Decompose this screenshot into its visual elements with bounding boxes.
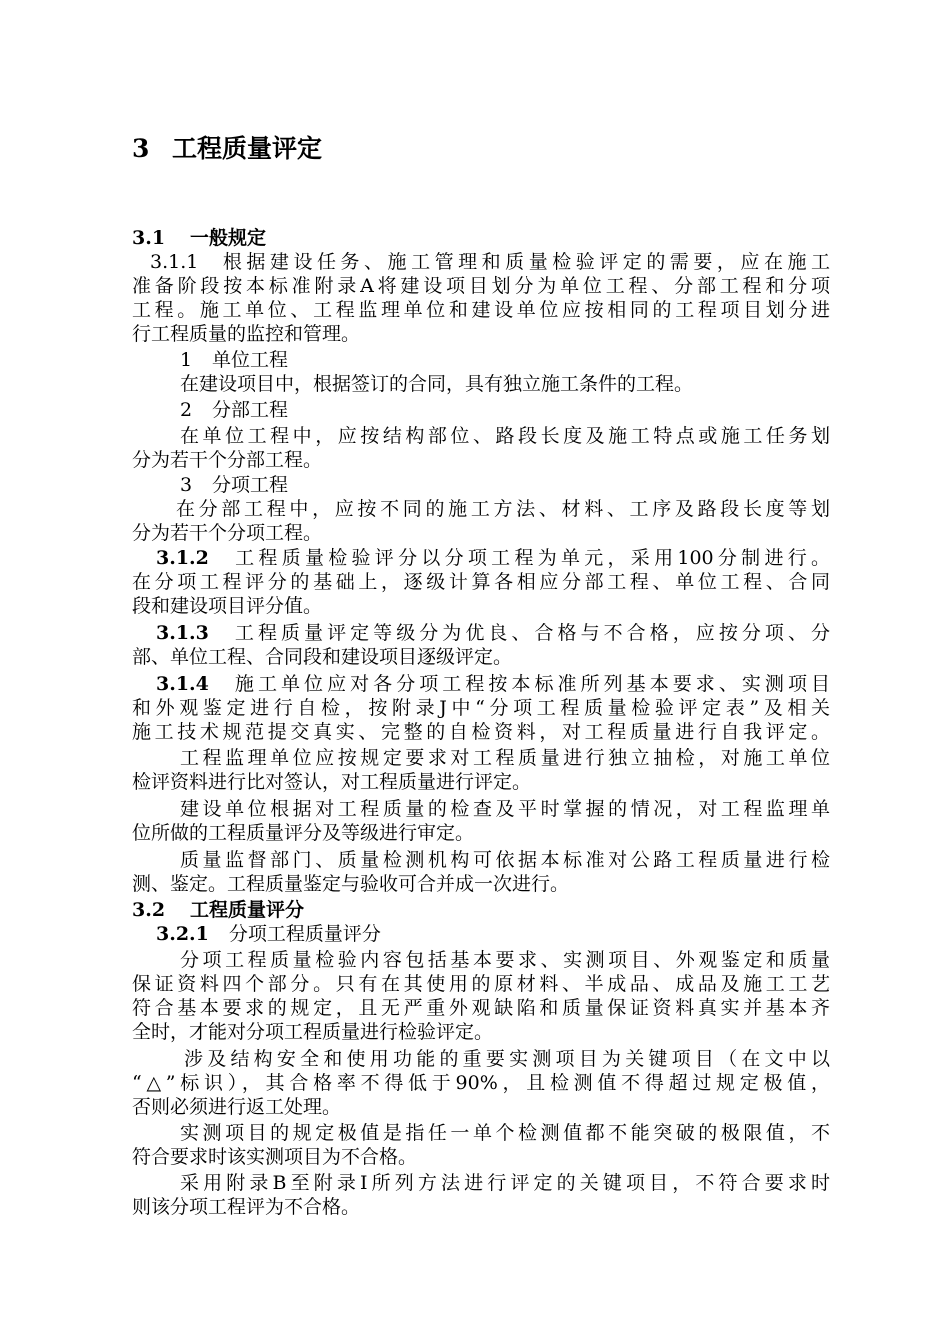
clause-number: 3.1.3 (156, 622, 209, 644)
chapter-heading (132, 132, 322, 166)
clause-title: 分项工程质量评分 (228, 923, 381, 945)
clause-text: 工程质量评定等级分为优良、合格与不合格，应按分项、分 (230, 622, 830, 644)
clause-3-1-4-para-2-line-1: 工程监理单位应按规定要求对工程质量进行独立抽检，对施工单位 (180, 747, 830, 769)
clause-3-2-1-para-1-line-3: 符合基本要求的规定，且无严重外观缺陷和质量保证资料真实并基本齐 (132, 997, 830, 1019)
item-title: 单位工程 (212, 349, 289, 371)
clause-3-2-1-para-4-line-1: 采用附录B至附录I所列方法进行评定的关键项目，不符合要求时 (180, 1172, 830, 1194)
clause-3-2-1-para-2-line-2: “△”标识），其合格率不得低于90%，且检测值不得超过规定极值， (132, 1072, 830, 1094)
clause-3-1-2-line-1 (156, 546, 830, 570)
item-2-text-line-1: 在单位工程中，应按结构部位、路段长度及施工特点或施工任务划 (180, 425, 830, 447)
item-number: 1 (180, 349, 193, 371)
item-title: 分项工程 (212, 474, 289, 496)
clause-3-2-1-para-1-line-1: 分项工程质量检验内容包括基本要求、实测项目、外观鉴定和质量 (180, 949, 830, 971)
clause-3-2-1-para-2-line-1: 涉及结构安全和使用功能的重要实测项目为关键项目（在文中以 (184, 1048, 830, 1070)
clause-number: 3.1.4 (156, 673, 209, 695)
clause-3-1-4-line-3: 施工技术规范提交真实、完整的自检资料，对工程质量进行自我评定。 (132, 721, 830, 743)
clause-3-1-1-line-3: 工程。施工单位、工程监理单位和建设单位应按相同的工程项目划分进 (132, 299, 830, 321)
clause-3-2-1-para-2-line-3: 否则必须进行返工处理。 (132, 1096, 342, 1118)
clause-3-1-3-line-1 (156, 621, 830, 645)
clause-3-1-1-line-1 (150, 250, 830, 274)
item-2-text-line-2: 分为若干个分部工程。 (132, 449, 323, 471)
section-number: 3.2 (132, 899, 166, 921)
clause-3-2-1-para-3-line-2: 符合要求时该实测项目为不合格。 (132, 1146, 418, 1168)
item-1-text: 在建设项目中，根据签订的合同，具有独立施工条件的工程。 (180, 373, 694, 395)
clause-3-2-1-para-1-line-2: 保证资料四个部分。只有在其使用的原材料、半成品、成品及施工工艺 (132, 973, 830, 995)
clause-3-1-1-line-2: 准备阶段按本标准附录A将建设项目划分为单位工程、分部工程和分项 (132, 275, 830, 297)
clause-3-1-4-para-2-line-2: 检评资料进行比对签认，对工程质量进行评定。 (132, 771, 532, 793)
clause-3-2-1-para-4-line-2: 则该分项工程评为不合格。 (132, 1196, 361, 1218)
clause-text: 根据建设任务、施工管理和质量检验评定的需要，应在施工 (218, 251, 830, 273)
clause-3-1-4-line-1 (156, 672, 830, 696)
clause-3-2-1-heading (156, 922, 381, 946)
section-title: 工程质量评分 (190, 899, 305, 921)
item-3-heading (180, 473, 288, 497)
clause-3-2-1-para-3-line-1: 实测项目的规定极值是指任一单个检测值都不能突破的极限值，不 (180, 1122, 830, 1144)
item-3-text-line-1: 在分部工程中，应按不同的施工方法、材料、工序及路段长度等划 (176, 498, 830, 520)
clause-3-1-2-line-3: 段和建设项目评分值。 (132, 595, 323, 617)
item-2-heading (180, 398, 288, 422)
item-3-text-line-2: 分为若干个分项工程。 (132, 522, 323, 544)
item-title: 分部工程 (212, 399, 289, 421)
clause-3-1-4-para-3-line-1: 建设单位根据对工程质量的检查及平时掌握的情况，对工程监理单 (180, 798, 830, 820)
chapter-number: 3 (132, 134, 150, 163)
section-heading-3-1 (132, 226, 266, 250)
clause-3-2-1-para-1-line-4: 全时，才能对分项工程质量进行检验评定。 (132, 1021, 494, 1043)
clause-3-1-4-line-2: 和外观鉴定进行自检，按附录J中“分项工程质量检验评定表”及相关 (132, 697, 830, 719)
clause-3-1-3-line-2: 部、单位工程、合同段和建设项目逐级评定。 (132, 646, 513, 668)
item-number: 2 (180, 399, 193, 421)
clause-number: 3.1.2 (156, 547, 209, 569)
item-1-heading (180, 348, 288, 372)
section-number: 3.1 (132, 227, 166, 249)
clause-number: 3.2.1 (156, 923, 209, 945)
section-title: 一般规定 (190, 227, 267, 249)
chapter-title: 工程质量评定 (172, 134, 323, 163)
clause-3-1-1-line-4: 行工程质量的监控和管理。 (132, 323, 361, 345)
clause-3-1-4-para-4-line-2: 测、鉴定。工程质量鉴定与验收可合并成一次进行。 (132, 873, 570, 895)
clause-text: 施工单位应对各分项工程按本标准所列基本要求、实测项目 (230, 673, 830, 695)
clause-3-1-4-para-4-line-1: 质量监督部门、质量检测机构可依据本标准对公路工程质量进行检 (180, 849, 830, 871)
clause-3-1-2-line-2: 在分项工程评分的基础上，逐级计算各相应分部工程、单位工程、合同 (132, 571, 830, 593)
clause-number: 3.1.1 (150, 251, 199, 273)
item-number: 3 (180, 474, 193, 496)
clause-3-1-4-para-3-line-2: 位所做的工程质量评分及等级进行审定。 (132, 822, 475, 844)
section-heading-3-2 (132, 898, 304, 922)
clause-text: 工程质量检验评分以分项工程为单元，采用100分制进行。 (230, 547, 830, 569)
